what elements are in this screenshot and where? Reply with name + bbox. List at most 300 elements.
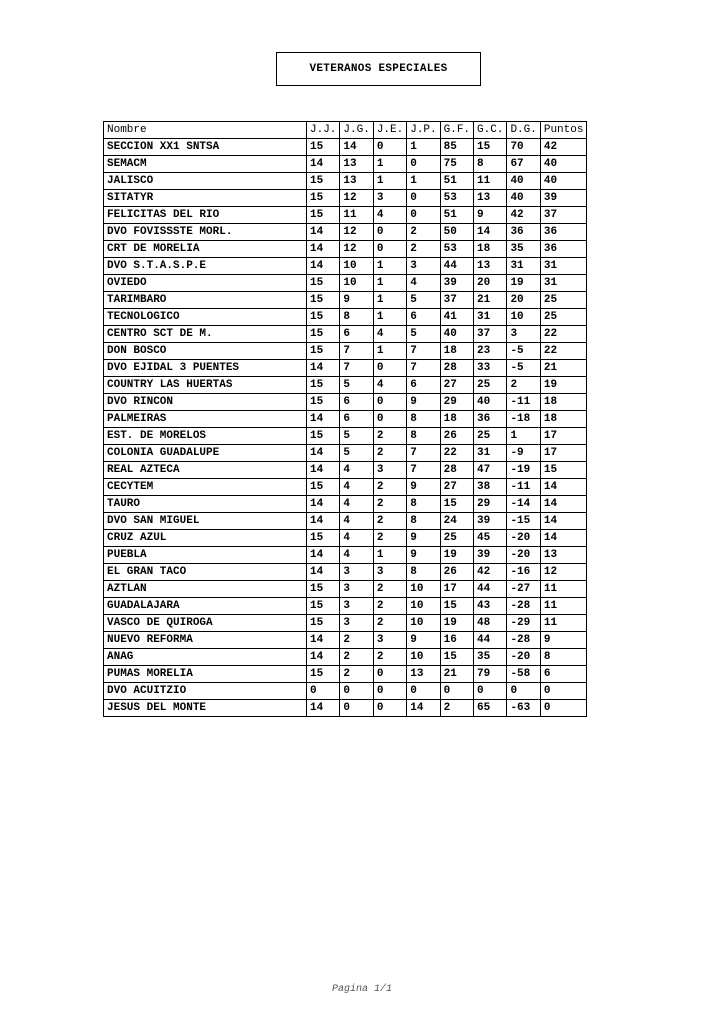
cell-je: 2 — [373, 598, 406, 615]
cell-jg: 12 — [340, 190, 373, 207]
cell-puntos: 14 — [540, 530, 587, 547]
cell-gc: 25 — [474, 377, 507, 394]
cell-je: 2 — [373, 496, 406, 513]
cell-jg: 2 — [340, 632, 373, 649]
cell-dg: 31 — [507, 258, 540, 275]
cell-gc: 39 — [474, 547, 507, 564]
cell-jg: 4 — [340, 479, 373, 496]
cell-puntos: 40 — [540, 156, 587, 173]
cell-dg: 20 — [507, 292, 540, 309]
cell-dg: -58 — [507, 666, 540, 683]
cell-jj: 15 — [307, 581, 340, 598]
cell-name: JALISCO — [104, 173, 307, 190]
cell-gf: 85 — [440, 139, 473, 156]
cell-je: 0 — [373, 700, 406, 717]
cell-jp: 9 — [407, 530, 440, 547]
cell-puntos: 0 — [540, 683, 587, 700]
table-row — [104, 564, 587, 581]
cell-jp: 0 — [407, 207, 440, 224]
cell-dg: -29 — [507, 615, 540, 632]
column-header-je: J.E. — [373, 122, 406, 139]
cell-jg: 6 — [340, 411, 373, 428]
cell-jj: 15 — [307, 615, 340, 632]
cell-jj: 15 — [307, 428, 340, 445]
cell-puntos: 31 — [540, 275, 587, 292]
cell-jg: 3 — [340, 598, 373, 615]
cell-dg: -9 — [507, 445, 540, 462]
cell-jg: 7 — [340, 360, 373, 377]
cell-name: CENTRO SCT DE M. — [104, 326, 307, 343]
cell-jg: 4 — [340, 513, 373, 530]
cell-gf: 21 — [440, 666, 473, 683]
table-row — [104, 649, 587, 666]
table-row — [104, 462, 587, 479]
cell-puntos: 36 — [540, 224, 587, 241]
cell-gf: 37 — [440, 292, 473, 309]
cell-jp: 8 — [407, 411, 440, 428]
cell-puntos: 22 — [540, 326, 587, 343]
cell-name: COLONIA GUADALUPE — [104, 445, 307, 462]
cell-je: 0 — [373, 411, 406, 428]
cell-je: 1 — [373, 309, 406, 326]
cell-gc: 38 — [474, 479, 507, 496]
cell-je: 2 — [373, 513, 406, 530]
cell-puntos: 18 — [540, 411, 587, 428]
cell-je: 0 — [373, 683, 406, 700]
column-header-gf: G.F. — [440, 122, 473, 139]
cell-gc: 18 — [474, 241, 507, 258]
cell-name: ANAG — [104, 649, 307, 666]
cell-jg: 11 — [340, 207, 373, 224]
cell-jg: 7 — [340, 343, 373, 360]
cell-name: TECNOLOGICO — [104, 309, 307, 326]
cell-je: 0 — [373, 224, 406, 241]
cell-je: 2 — [373, 615, 406, 632]
cell-gf: 51 — [440, 173, 473, 190]
cell-puntos: 14 — [540, 479, 587, 496]
cell-je: 4 — [373, 207, 406, 224]
table-row — [104, 292, 587, 309]
cell-jg: 2 — [340, 666, 373, 683]
cell-jg: 3 — [340, 615, 373, 632]
cell-jg: 14 — [340, 139, 373, 156]
cell-je: 1 — [373, 292, 406, 309]
cell-gf: 2 — [440, 700, 473, 717]
cell-gc: 21 — [474, 292, 507, 309]
cell-dg: 42 — [507, 207, 540, 224]
cell-gf: 26 — [440, 428, 473, 445]
cell-gf: 16 — [440, 632, 473, 649]
cell-dg: 19 — [507, 275, 540, 292]
cell-gf: 27 — [440, 377, 473, 394]
table-row — [104, 224, 587, 241]
cell-dg: -11 — [507, 479, 540, 496]
cell-jp: 7 — [407, 445, 440, 462]
cell-gf: 26 — [440, 564, 473, 581]
cell-gf: 44 — [440, 258, 473, 275]
cell-je: 4 — [373, 377, 406, 394]
cell-dg: -63 — [507, 700, 540, 717]
cell-gf: 0 — [440, 683, 473, 700]
cell-gc: 39 — [474, 513, 507, 530]
cell-jj: 15 — [307, 343, 340, 360]
cell-name: PUMAS MORELIA — [104, 666, 307, 683]
cell-je: 3 — [373, 462, 406, 479]
cell-puntos: 25 — [540, 309, 587, 326]
table-row — [104, 513, 587, 530]
cell-gc: 8 — [474, 156, 507, 173]
cell-puntos: 25 — [540, 292, 587, 309]
cell-je: 1 — [373, 173, 406, 190]
cell-jp: 4 — [407, 275, 440, 292]
table-row — [104, 343, 587, 360]
table-row — [104, 547, 587, 564]
cell-name: EST. DE MORELOS — [104, 428, 307, 445]
table-row — [104, 428, 587, 445]
cell-puntos: 36 — [540, 241, 587, 258]
cell-je: 0 — [373, 394, 406, 411]
table-row — [104, 190, 587, 207]
cell-jg: 13 — [340, 156, 373, 173]
cell-jj: 14 — [307, 462, 340, 479]
cell-gf: 40 — [440, 326, 473, 343]
cell-jj: 15 — [307, 377, 340, 394]
cell-name: JESUS DEL MONTE — [104, 700, 307, 717]
page-footer: Pagina 1/1 — [331, 984, 392, 995]
table-row — [104, 700, 587, 717]
cell-puntos: 12 — [540, 564, 587, 581]
cell-dg: 2 — [507, 377, 540, 394]
cell-jg: 4 — [340, 462, 373, 479]
cell-dg: 70 — [507, 139, 540, 156]
table-row — [104, 683, 587, 700]
cell-puntos: 17 — [540, 428, 587, 445]
cell-jj: 14 — [307, 445, 340, 462]
cell-jj: 14 — [307, 700, 340, 717]
cell-jj: 15 — [307, 275, 340, 292]
column-header-gc: G.C. — [474, 122, 507, 139]
cell-puntos: 14 — [540, 513, 587, 530]
cell-dg: -14 — [507, 496, 540, 513]
cell-jg: 4 — [340, 530, 373, 547]
cell-jp: 5 — [407, 292, 440, 309]
cell-jp: 2 — [407, 241, 440, 258]
cell-jg: 12 — [340, 224, 373, 241]
cell-je: 2 — [373, 479, 406, 496]
cell-gc: 43 — [474, 598, 507, 615]
cell-name: DVO EJIDAL 3 PUENTES — [104, 360, 307, 377]
cell-dg: -20 — [507, 547, 540, 564]
table-row — [104, 581, 587, 598]
cell-jp: 8 — [407, 428, 440, 445]
cell-jj: 15 — [307, 530, 340, 547]
cell-jp: 2 — [407, 224, 440, 241]
cell-puntos: 21 — [540, 360, 587, 377]
cell-dg: 0 — [507, 683, 540, 700]
table-row — [104, 258, 587, 275]
cell-puntos: 13 — [540, 547, 587, 564]
cell-je: 3 — [373, 632, 406, 649]
cell-name: OVIEDO — [104, 275, 307, 292]
cell-jj: 14 — [307, 513, 340, 530]
column-header-jg: J.G. — [340, 122, 373, 139]
cell-dg: -16 — [507, 564, 540, 581]
cell-gc: 33 — [474, 360, 507, 377]
cell-jj: 15 — [307, 394, 340, 411]
cell-gc: 37 — [474, 326, 507, 343]
cell-gf: 39 — [440, 275, 473, 292]
cell-gf: 29 — [440, 394, 473, 411]
table-row — [104, 666, 587, 683]
cell-gc: 13 — [474, 258, 507, 275]
table-row — [104, 173, 587, 190]
cell-jg: 2 — [340, 649, 373, 666]
cell-puntos: 15 — [540, 462, 587, 479]
cell-jp: 14 — [407, 700, 440, 717]
page-title-text: VETERANOS ESPECIALES — [309, 63, 448, 75]
cell-jg: 13 — [340, 173, 373, 190]
cell-jp: 8 — [407, 564, 440, 581]
cell-je: 0 — [373, 666, 406, 683]
cell-jg: 3 — [340, 564, 373, 581]
table-row — [104, 275, 587, 292]
cell-dg: 1 — [507, 428, 540, 445]
cell-gf: 15 — [440, 649, 473, 666]
cell-name: SITATYR — [104, 190, 307, 207]
table-row — [104, 309, 587, 326]
cell-puntos: 22 — [540, 343, 587, 360]
cell-gf: 28 — [440, 462, 473, 479]
cell-puntos: 42 — [540, 139, 587, 156]
cell-gf: 22 — [440, 445, 473, 462]
cell-name: VASCO DE QUIROGA — [104, 615, 307, 632]
cell-gc: 79 — [474, 666, 507, 683]
cell-gf: 19 — [440, 615, 473, 632]
cell-gf: 24 — [440, 513, 473, 530]
cell-jg: 10 — [340, 275, 373, 292]
cell-je: 4 — [373, 326, 406, 343]
cell-dg: 10 — [507, 309, 540, 326]
table-row — [104, 411, 587, 428]
cell-jj: 15 — [307, 292, 340, 309]
cell-gf: 53 — [440, 190, 473, 207]
column-header-jp: J.P. — [407, 122, 440, 139]
cell-name: PUEBLA — [104, 547, 307, 564]
cell-gc: 35 — [474, 649, 507, 666]
cell-gc: 45 — [474, 530, 507, 547]
column-header-name: Nombre — [104, 122, 307, 139]
cell-jp: 6 — [407, 377, 440, 394]
cell-jj: 0 — [307, 683, 340, 700]
cell-dg: -20 — [507, 649, 540, 666]
cell-gf: 28 — [440, 360, 473, 377]
cell-name: AZTLAN — [104, 581, 307, 598]
cell-je: 1 — [373, 156, 406, 173]
cell-jp: 9 — [407, 394, 440, 411]
cell-gc: 15 — [474, 139, 507, 156]
cell-dg: -18 — [507, 411, 540, 428]
cell-jp: 8 — [407, 496, 440, 513]
cell-gc: 29 — [474, 496, 507, 513]
cell-dg: 35 — [507, 241, 540, 258]
cell-dg: -28 — [507, 598, 540, 615]
cell-je: 1 — [373, 275, 406, 292]
cell-jj: 14 — [307, 224, 340, 241]
cell-gf: 18 — [440, 343, 473, 360]
cell-jg: 6 — [340, 394, 373, 411]
cell-name: EL GRAN TACO — [104, 564, 307, 581]
cell-je: 3 — [373, 190, 406, 207]
cell-gf: 18 — [440, 411, 473, 428]
cell-name: PALMEIRAS — [104, 411, 307, 428]
cell-gc: 36 — [474, 411, 507, 428]
cell-jg: 5 — [340, 428, 373, 445]
cell-je: 0 — [373, 139, 406, 156]
cell-jg: 0 — [340, 683, 373, 700]
cell-puntos: 19 — [540, 377, 587, 394]
cell-jj: 14 — [307, 632, 340, 649]
cell-puntos: 37 — [540, 207, 587, 224]
cell-jj: 15 — [307, 139, 340, 156]
cell-gf: 51 — [440, 207, 473, 224]
cell-puntos: 17 — [540, 445, 587, 462]
cell-gf: 41 — [440, 309, 473, 326]
cell-je: 2 — [373, 530, 406, 547]
cell-jj: 14 — [307, 564, 340, 581]
cell-jg: 3 — [340, 581, 373, 598]
cell-gf: 15 — [440, 598, 473, 615]
cell-gc: 9 — [474, 207, 507, 224]
cell-jp: 1 — [407, 139, 440, 156]
cell-puntos: 14 — [540, 496, 587, 513]
cell-name: SEMACM — [104, 156, 307, 173]
cell-dg: -20 — [507, 530, 540, 547]
cell-jp: 3 — [407, 258, 440, 275]
cell-jg: 4 — [340, 547, 373, 564]
cell-puntos: 18 — [540, 394, 587, 411]
column-header-dg: D.G. — [507, 122, 540, 139]
cell-jp: 10 — [407, 598, 440, 615]
column-header-jj: J.J. — [307, 122, 340, 139]
cell-name: DVO ACUITZIO — [104, 683, 307, 700]
cell-je: 2 — [373, 428, 406, 445]
cell-jj: 14 — [307, 258, 340, 275]
cell-puntos: 11 — [540, 598, 587, 615]
cell-jj: 15 — [307, 309, 340, 326]
cell-je: 2 — [373, 649, 406, 666]
table-row — [104, 479, 587, 496]
cell-gc: 42 — [474, 564, 507, 581]
cell-name: SECCION XX1 SNTSA — [104, 139, 307, 156]
cell-gf: 17 — [440, 581, 473, 598]
cell-name: REAL AZTECA — [104, 462, 307, 479]
cell-je: 2 — [373, 581, 406, 598]
cell-gc: 25 — [474, 428, 507, 445]
cell-puntos: 11 — [540, 581, 587, 598]
cell-jp: 7 — [407, 343, 440, 360]
cell-je: 1 — [373, 343, 406, 360]
table-row — [104, 445, 587, 462]
cell-dg: -27 — [507, 581, 540, 598]
table-row — [104, 632, 587, 649]
cell-jp: 10 — [407, 615, 440, 632]
cell-gc: 31 — [474, 309, 507, 326]
cell-puntos: 40 — [540, 173, 587, 190]
cell-puntos: 39 — [540, 190, 587, 207]
cell-je: 3 — [373, 564, 406, 581]
table-row — [104, 496, 587, 513]
cell-jj: 15 — [307, 190, 340, 207]
cell-jj: 14 — [307, 496, 340, 513]
cell-jj: 14 — [307, 547, 340, 564]
cell-jp: 6 — [407, 309, 440, 326]
cell-dg: 3 — [507, 326, 540, 343]
cell-name: NUEVO REFORMA — [104, 632, 307, 649]
cell-dg: 40 — [507, 173, 540, 190]
cell-dg: 40 — [507, 190, 540, 207]
cell-je: 0 — [373, 360, 406, 377]
cell-name: CRT DE MORELIA — [104, 241, 307, 258]
cell-gc: 0 — [474, 683, 507, 700]
cell-jp: 9 — [407, 479, 440, 496]
cell-name: DVO FOVISSSTE MORL. — [104, 224, 307, 241]
cell-jg: 12 — [340, 241, 373, 258]
cell-jg: 0 — [340, 700, 373, 717]
cell-gf: 19 — [440, 547, 473, 564]
cell-jj: 14 — [307, 649, 340, 666]
cell-name: CRUZ AZUL — [104, 530, 307, 547]
cell-name: DON BOSCO — [104, 343, 307, 360]
cell-gc: 47 — [474, 462, 507, 479]
cell-jj: 15 — [307, 666, 340, 683]
cell-gc: 11 — [474, 173, 507, 190]
cell-dg: -15 — [507, 513, 540, 530]
cell-name: DVO S.T.A.S.P.E — [104, 258, 307, 275]
cell-jg: 5 — [340, 445, 373, 462]
cell-jp: 7 — [407, 462, 440, 479]
column-header-puntos: Puntos — [540, 122, 587, 139]
table-row — [104, 377, 587, 394]
cell-jg: 4 — [340, 496, 373, 513]
cell-jp: 0 — [407, 156, 440, 173]
cell-gc: 40 — [474, 394, 507, 411]
page-title — [276, 52, 481, 86]
cell-dg: 36 — [507, 224, 540, 241]
cell-jj: 15 — [307, 479, 340, 496]
cell-gf: 50 — [440, 224, 473, 241]
cell-gf: 27 — [440, 479, 473, 496]
cell-gc: 14 — [474, 224, 507, 241]
cell-dg: -28 — [507, 632, 540, 649]
cell-jg: 6 — [340, 326, 373, 343]
cell-gc: 13 — [474, 190, 507, 207]
cell-jp: 9 — [407, 632, 440, 649]
cell-puntos: 0 — [540, 700, 587, 717]
table-row — [104, 394, 587, 411]
cell-puntos: 8 — [540, 649, 587, 666]
cell-jp: 10 — [407, 649, 440, 666]
cell-jp: 7 — [407, 360, 440, 377]
table-row — [104, 360, 587, 377]
cell-puntos: 11 — [540, 615, 587, 632]
cell-name: TARIMBARO — [104, 292, 307, 309]
cell-jp: 9 — [407, 547, 440, 564]
cell-gc: 48 — [474, 615, 507, 632]
cell-jg: 10 — [340, 258, 373, 275]
cell-jj: 15 — [307, 326, 340, 343]
table-header-row — [104, 122, 587, 139]
cell-name: CECYTEM — [104, 479, 307, 496]
